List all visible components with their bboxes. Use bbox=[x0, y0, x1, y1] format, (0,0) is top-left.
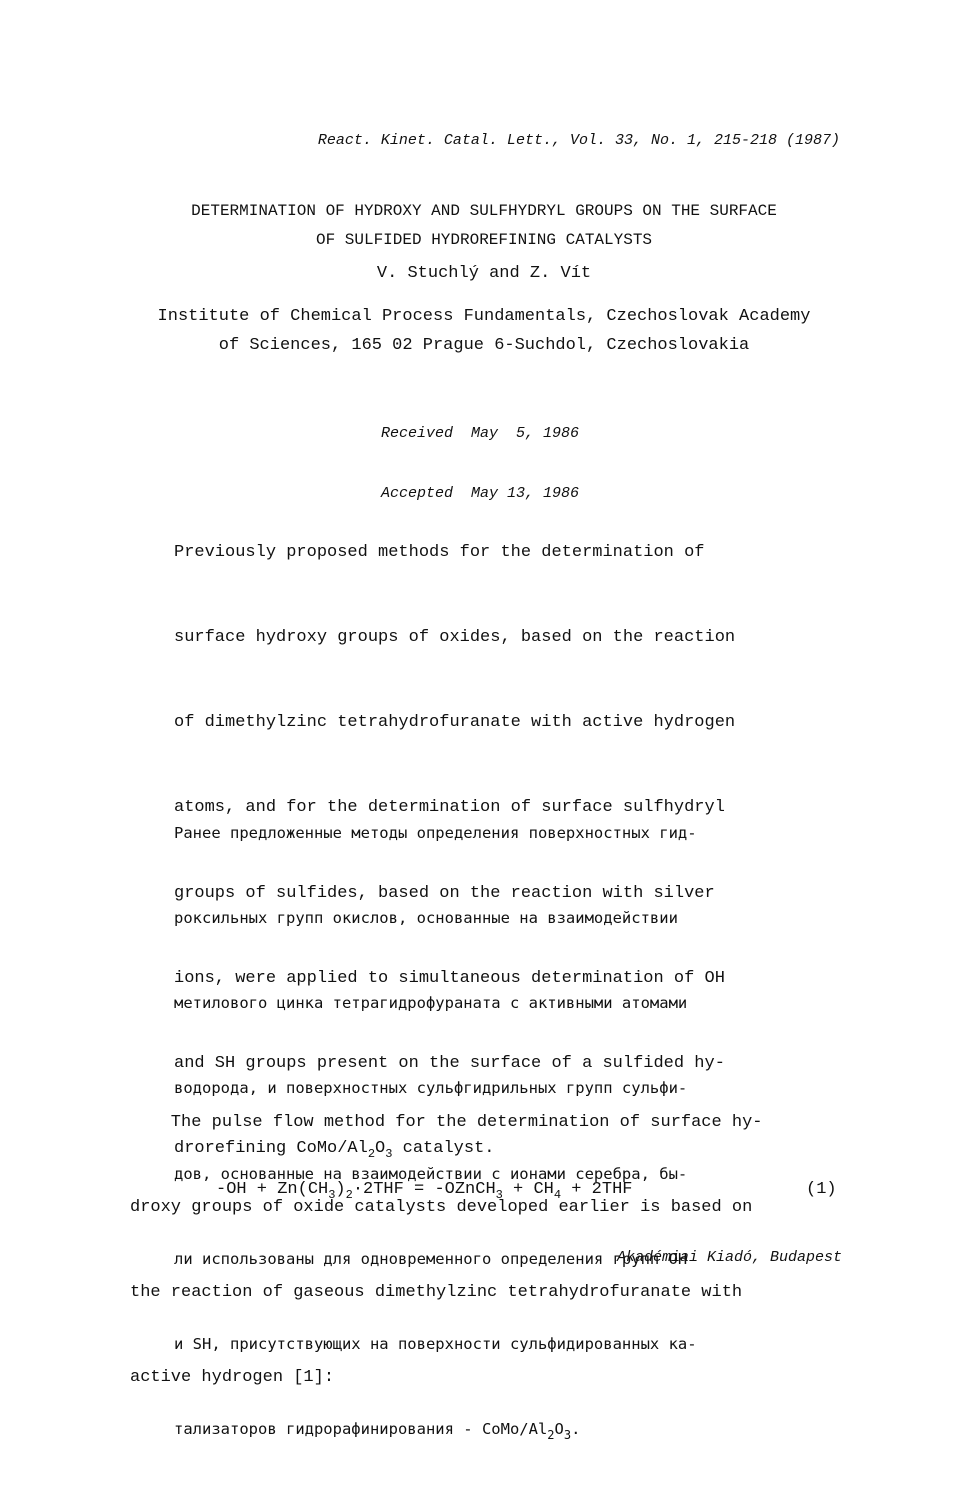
subscript: 2 bbox=[547, 1428, 555, 1443]
equation bbox=[216, 1180, 633, 1202]
text-fragment: catalyst. bbox=[392, 1139, 495, 1159]
text-fragment: drorefining CoMo/Al bbox=[174, 1139, 368, 1159]
subscript: 3 bbox=[385, 1147, 393, 1162]
equation-part: ) bbox=[335, 1180, 346, 1199]
equation-part: + 2THF bbox=[561, 1180, 633, 1199]
body-line: the reaction of gaseous dimethylzinc tetrahydrofuranate with bbox=[130, 1283, 743, 1303]
abstract-line: роксильных групп окислов, основанные на взаимодействии bbox=[174, 909, 678, 928]
subscript: 4 bbox=[553, 1188, 562, 1202]
subscript: 3 bbox=[563, 1428, 572, 1443]
abstract-line: and SH groups present on the surface of a sulfided hy- bbox=[174, 1054, 725, 1074]
body-line: The pulse flow method for the determination of surface hy- bbox=[130, 1112, 763, 1132]
citation-header: React. Kinet. Catal. Lett., Vol. 33, No. 1, 215-218 (1987) bbox=[317, 132, 840, 149]
abstract-line: groups of sulfides, based on the reaction with silver bbox=[174, 883, 715, 903]
equation-part: + CH bbox=[502, 1180, 554, 1199]
title-line: OF SULFIDED HYDROREFINING CATALYSTS bbox=[315, 231, 653, 249]
abstract-line: ли использованы для одновременного определения групп OH bbox=[174, 1249, 688, 1268]
body-line: active hydrogen [1]: bbox=[130, 1368, 335, 1388]
abstract-line: метилового цинка тетрагидрофураната с активными атомами bbox=[174, 994, 688, 1013]
abstract-line: atoms, and for the determination of surface sulfhydryl bbox=[174, 798, 725, 818]
body-line: droxy groups of oxide catalysts developed earlier is based on bbox=[130, 1198, 753, 1218]
affiliation bbox=[120, 302, 848, 360]
equation-part: ·2THF = -OZnCH bbox=[352, 1180, 496, 1199]
text-fragment: тализаторов гидрорафинирования - CoMo/Al bbox=[174, 1420, 548, 1439]
abstract-line: водорода, и поверхностных сульфгидрильных групп сульфи- bbox=[174, 1079, 688, 1098]
text-fragment: O bbox=[554, 1420, 564, 1439]
abstract-line: ions, were applied to simultaneous determination of OH bbox=[174, 968, 725, 988]
title-line: DETERMINATION OF HYDROXY AND SULFHYDRYL GROUPS ON THE SURFACE bbox=[191, 202, 777, 220]
abstract-line: Ранее предложенные методы определения поверхностных гид- bbox=[174, 823, 697, 842]
equation-part: -OH + Zn(CH bbox=[216, 1180, 329, 1199]
abstract-line: surface hydroxy groups of oxides, based on the reaction bbox=[174, 628, 736, 648]
affiliation-line: of Sciences, 165 02 Prague 6-Suchdol, Czechoslovakia bbox=[218, 336, 750, 355]
abstract-line: и SH, присутствующих на поверхности сульфидированных ка- bbox=[174, 1335, 697, 1354]
subscript: 3 bbox=[495, 1188, 503, 1202]
received-date: Received May 5, 1986 bbox=[381, 425, 580, 442]
abstract-line: Previously proposed methods for the determination of bbox=[174, 542, 705, 562]
affiliation-line: Institute of Chemical Process Fundamentals, Czechoslovak Academy bbox=[157, 307, 811, 326]
publisher-footer: Akadémiai Kiadó, Budapest bbox=[616, 1249, 842, 1266]
article-title bbox=[120, 197, 848, 255]
text-fragment: O bbox=[375, 1139, 386, 1159]
authors: V. Stuchlý and Z. Vít bbox=[376, 264, 592, 283]
text-fragment: . bbox=[571, 1420, 581, 1439]
abstract-line: of dimethylzinc tetrahydrofuranate with active hydrogen bbox=[174, 713, 736, 733]
abstract-line: дов, основанные на взаимодействии с ионами серебра, бы- bbox=[174, 1164, 688, 1183]
subscript: 3 bbox=[328, 1188, 336, 1202]
accepted-date: Accepted May 13, 1986 bbox=[381, 485, 580, 502]
subscript: 2 bbox=[345, 1188, 353, 1202]
subscript: 2 bbox=[367, 1147, 376, 1162]
equation-number: (1) bbox=[806, 1180, 837, 1199]
